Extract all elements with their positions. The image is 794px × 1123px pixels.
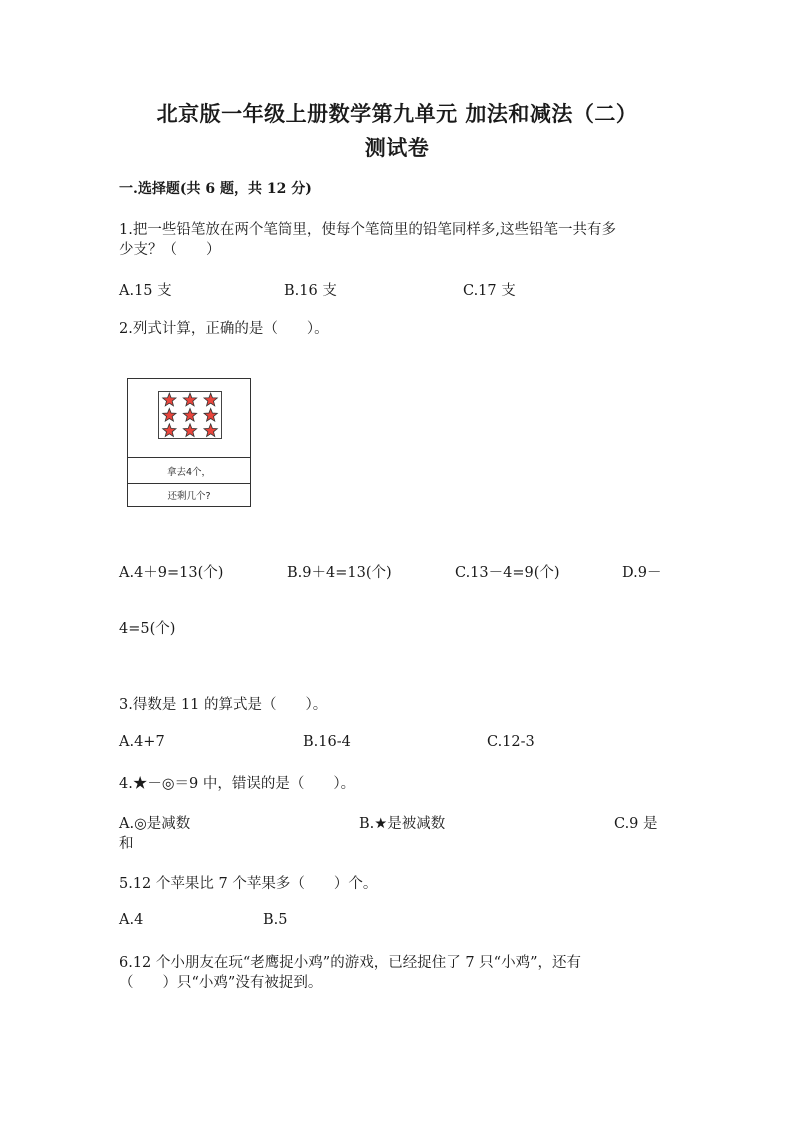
question-5-option-b: B.5 (263, 912, 288, 928)
question-2-option-a: A.4＋9=13(个) (119, 565, 224, 581)
question-2-option-d-cont: 4=5(个) (119, 621, 176, 637)
question-1-option-c: C.17 支 (463, 283, 516, 299)
question-4-line-1: 4.★－◎＝9 中，错误的是（ ）。 (119, 776, 356, 792)
question-2-option-c: C.13－4=9(个) (455, 565, 560, 581)
question-4-option-b: B.★是被减数 (359, 816, 446, 832)
question-3-option-a: A.4+7 (119, 734, 165, 750)
question-5-line-1: 5.12 个苹果比 7 个苹果多（ ）个。 (119, 876, 378, 892)
star-icon (183, 409, 196, 422)
star-icon (204, 409, 217, 422)
question-2-figure (127, 378, 251, 507)
question-2-line-1: 2.列式计算，正确的是（ ）。 (119, 321, 329, 337)
question-1-line-2: 少支？（ ） (119, 242, 221, 258)
question-5-option-a: A.4 (119, 912, 144, 928)
star-box (158, 391, 222, 439)
question-3-line-1: 3.得数是 11 的算式是（ ）。 (119, 697, 328, 713)
question-2-option-b: B.9＋4=13(个) (287, 565, 392, 581)
star-icon (163, 393, 176, 406)
question-1-option-a: A.15 支 (119, 283, 172, 299)
star-icon (163, 424, 176, 437)
star-grid (159, 392, 221, 438)
figure-label-cell-bottom (128, 483, 250, 506)
question-4-option-a: A.◎是减数 (119, 816, 191, 832)
star-icon (183, 393, 196, 406)
figure-label-bottom: 还剩几个? (167, 491, 211, 502)
page-title-line2: 测试卷 (364, 135, 430, 160)
question-2-option-d: D.9－ (622, 565, 662, 581)
question-1-option-b: B.16 支 (284, 283, 337, 299)
question-1-line-1: 1.把一些铅笔放在两个笔筒里，使每个笔筒里的铅笔同样多,这些铅笔一共有多 (119, 222, 616, 238)
star-icon (163, 409, 176, 422)
figure-picture-cell (128, 379, 250, 458)
section-heading: 一.选择题(共 6 题，共 12 分) (119, 181, 312, 197)
question-3-option-c: C.12-3 (487, 734, 535, 750)
star-icon (204, 393, 217, 406)
question-3-option-b: B.16-4 (303, 734, 351, 750)
question-4-option-c-cont: 和 (119, 836, 134, 852)
question-6-line-2: （ ）只“小鸡”没有被捉到。 (119, 975, 323, 991)
star-icon (183, 424, 196, 437)
question-4-option-c: C.9 是 (614, 816, 658, 832)
figure-label-cell-top (128, 457, 250, 484)
question-6-line-1: 6.12 个小朋友在玩“老鹰捉小鸡”的游戏，已经捉住了 7 只“小鸡”，还有 (119, 955, 581, 971)
page-title: 北京版一年级上册数学第九单元 加法和减法（二） (156, 101, 638, 126)
figure-label-top: 拿去4个， (166, 467, 212, 478)
star-icon (204, 424, 217, 437)
